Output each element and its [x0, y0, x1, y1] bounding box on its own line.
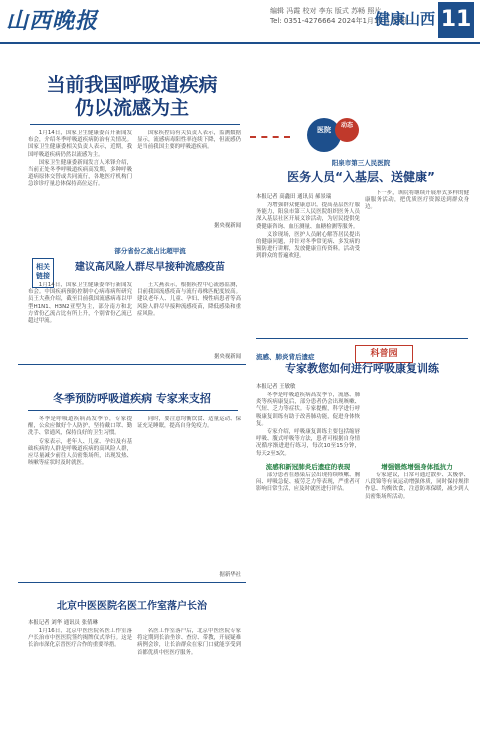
headline-rule	[28, 410, 238, 411]
tcm-body-col1	[28, 628, 132, 734]
lead-headline	[18, 74, 246, 120]
hospital-body-col2	[365, 190, 469, 334]
prevention-body-col1	[28, 416, 132, 568]
prevention-paragraph: 同时，要注意均衡饮食、适量运动、保证充足睡眠，提高自身免疫力。	[137, 416, 241, 430]
hospital-byline: 本报记者 高鑫田 通讯员 郝景瑞	[256, 194, 332, 200]
science-paragraph: 部分患者在感染后会出现持续咳嗽、胸闷、呼吸急促、疲劳乏力等表现，严重者可影响日常生活，应及时就医进行评估。	[256, 472, 360, 493]
prevention-headline: 冬季预防呼吸道疾病 专家来支招	[53, 392, 211, 405]
science-kicker: 流感、肺炎背后遗症	[256, 353, 315, 361]
science-paragraph: 专家建议，日常可通过散步、太极拳、八段锦等有氧运动增强体质，同时保持规律作息、均衡饮食，注意防寒保暖，减少到人员密集场所活动。	[365, 472, 469, 500]
hospital-paragraph: 下一步，该院将继续开展形式多样的健康服务活动，把优质医疗资源送到群众身边。	[365, 190, 469, 211]
science-subhead: 流感和新冠肺炎后遗症的表现	[265, 463, 351, 471]
lead-paragraph: 国家卫生健康委新闻发言人米锋介绍，当前正处冬季呼吸道疾病高发期，多种呼吸道病原体交替或共同流行，各地医疗机构门急诊诊疗量总体保持高位运行。	[28, 159, 132, 188]
science-subhead: 增强锻炼增强身体抵抗力	[381, 463, 453, 471]
news-badge: 动态	[335, 118, 359, 142]
tcm-paragraph: 名医工作室落户后，北京中医医院专家将定期到长治坐诊、查房、带教，开展疑难病例会诊，让长治群众在家门口就能享受到首都优质中医医疗服务。	[137, 628, 241, 656]
tcm-body-col2	[137, 628, 241, 734]
science-paragraph: 专家介绍，呼吸康复训练主要包括缩唇呼吸、腹式呼吸等方法，患者可根据自身情况循序渐进进行练习，每次10至15分钟，每天2至3次。	[256, 429, 360, 457]
science-body-col1b	[256, 472, 360, 732]
prevention-body-col2	[137, 416, 241, 568]
page-number: 11	[438, 2, 474, 38]
section-divider	[256, 338, 468, 339]
lead-body-col1	[28, 130, 132, 220]
section-divider	[18, 582, 246, 583]
editor-line: 编辑 冯霞 校对 李东 版式 苏畅 照片	[270, 7, 382, 15]
sub-source: 据央视新闻	[214, 354, 241, 360]
sub-body-col2	[137, 282, 241, 352]
sub-paragraph: 王大燕表示，根据疾控中心流感监测，目前我国流感疫苗与流行毒株匹配度较高。建议老年人、儿童、孕妇、慢性病患者等高风险人群尽早接种流感疫苗，降低感染和重症风险。	[137, 282, 241, 317]
sub-paragraph: 1月14日，国家卫生健康委举行新闻发布会。中国疾病预防控制中心病毒病所研究员王大燕介绍，截至目前我国流感病毒以甲型H1N1、H3N2亚型为主，部分南方和北方省份乙流占比有所上升，个别省份乙流已超过甲流。	[28, 282, 132, 325]
lead-source: 据央视新闻	[214, 223, 241, 229]
science-paragraph: 冬季是呼吸道疾病高发季节，流感、肺炎等疾病康复后，部分患者仍会出现咳嗽、气短、乏力等症状。专家提醒，科学进行呼吸康复训练有助于改善肺功能，促进身体恢复。	[256, 392, 360, 427]
section-divider	[18, 364, 246, 365]
science-body-col1	[256, 392, 360, 458]
science-headline: 专家教您如何进行呼吸康复训练	[285, 362, 439, 375]
lead-paragraph: 国家疾控局有关负责人表示，监测数据显示，流感病毒阳性率连续下降，但流感仍是当前我国主要的呼吸道疾病。	[137, 130, 241, 151]
hospital-kicker: 阳泉市第三人民医院	[331, 159, 391, 167]
sub-body-col1	[28, 282, 132, 352]
decorative-dash	[250, 136, 290, 148]
tcm-byline: 本报记者 刘华 通讯员 张倩琳	[28, 620, 98, 626]
science-byline: 本报记者 王敏敏	[256, 384, 296, 390]
hospital-paragraph: 义诊现场，医护人员耐心解答居民提出的健康问题，并针对冬季常见病、多发病的预防进行讲解，发放健康宣传资料。活动受到群众的普遍欢迎。	[256, 231, 360, 260]
tcm-headline: 北京中医医院名医工作室落户长治	[57, 601, 207, 612]
hospital-paragraph: 为增强群众健康意识，提高基层医疗服务能力，阳泉市第三人民医院组织医务人员深入基层社区开展义诊活动，为居民提供免费健康咨询、血压测量、血糖检测等服务。	[256, 202, 360, 230]
masthead	[0, 0, 480, 44]
science-body-col2	[365, 472, 469, 732]
date-line: Tel: 0351-4276664 2024年1月15日 星期一	[270, 17, 414, 25]
hospital-badge: 医院	[307, 118, 341, 152]
section-title: 健康山西	[375, 10, 436, 28]
related-link-badge: 相关链接	[32, 258, 54, 288]
tcm-paragraph: 1月16日，北京中医医院名医工作室落户长治市中医医院签约揭牌仪式举行。这是长治市深化京晋医疗合作的重要举措。	[28, 628, 132, 649]
hospital-headline: 医务人员“入基层、送健康”	[287, 170, 435, 184]
lead-paragraph: 1月14日，国家卫生健康委召开新闻发布会，介绍冬季呼吸道疾病防治有关情况。国家卫生健康委相关负责人表示，近期，我国呼吸道疾病仍然以流感为主。	[28, 130, 132, 158]
sub-headline: 建议高风险人群尽早接种流感疫苗	[75, 262, 225, 273]
lead-headline-line2: 仍以流感为主	[74, 97, 189, 119]
science-label: 科普园	[355, 345, 413, 363]
headline-rule	[30, 124, 240, 125]
lead-story	[18, 74, 246, 120]
lead-body-col2	[137, 130, 241, 220]
prevention-source: 据新华社	[219, 572, 241, 578]
sub-kicker: 部分省份乙流占比超甲流	[114, 247, 186, 255]
prevention-paragraph: 冬季是呼吸道疾病高发季节，专家提醒，公众应做好个人防护，坚持戴口罩、勤洗手、常通风，保持良好的卫生习惯。	[28, 416, 132, 437]
hospital-body-col1	[256, 202, 360, 334]
lead-headline-line1: 当前我国呼吸道疾病	[46, 74, 218, 96]
prevention-paragraph: 专家表示，老年人、儿童、孕妇及有基础疾病的人群是呼吸道疾病的高风险人群，应尽量减少前往人员密集场所，出现发热、咳嗽等症状时及时就医。	[28, 438, 132, 467]
newspaper-logo: 山西晚报	[6, 8, 99, 34]
